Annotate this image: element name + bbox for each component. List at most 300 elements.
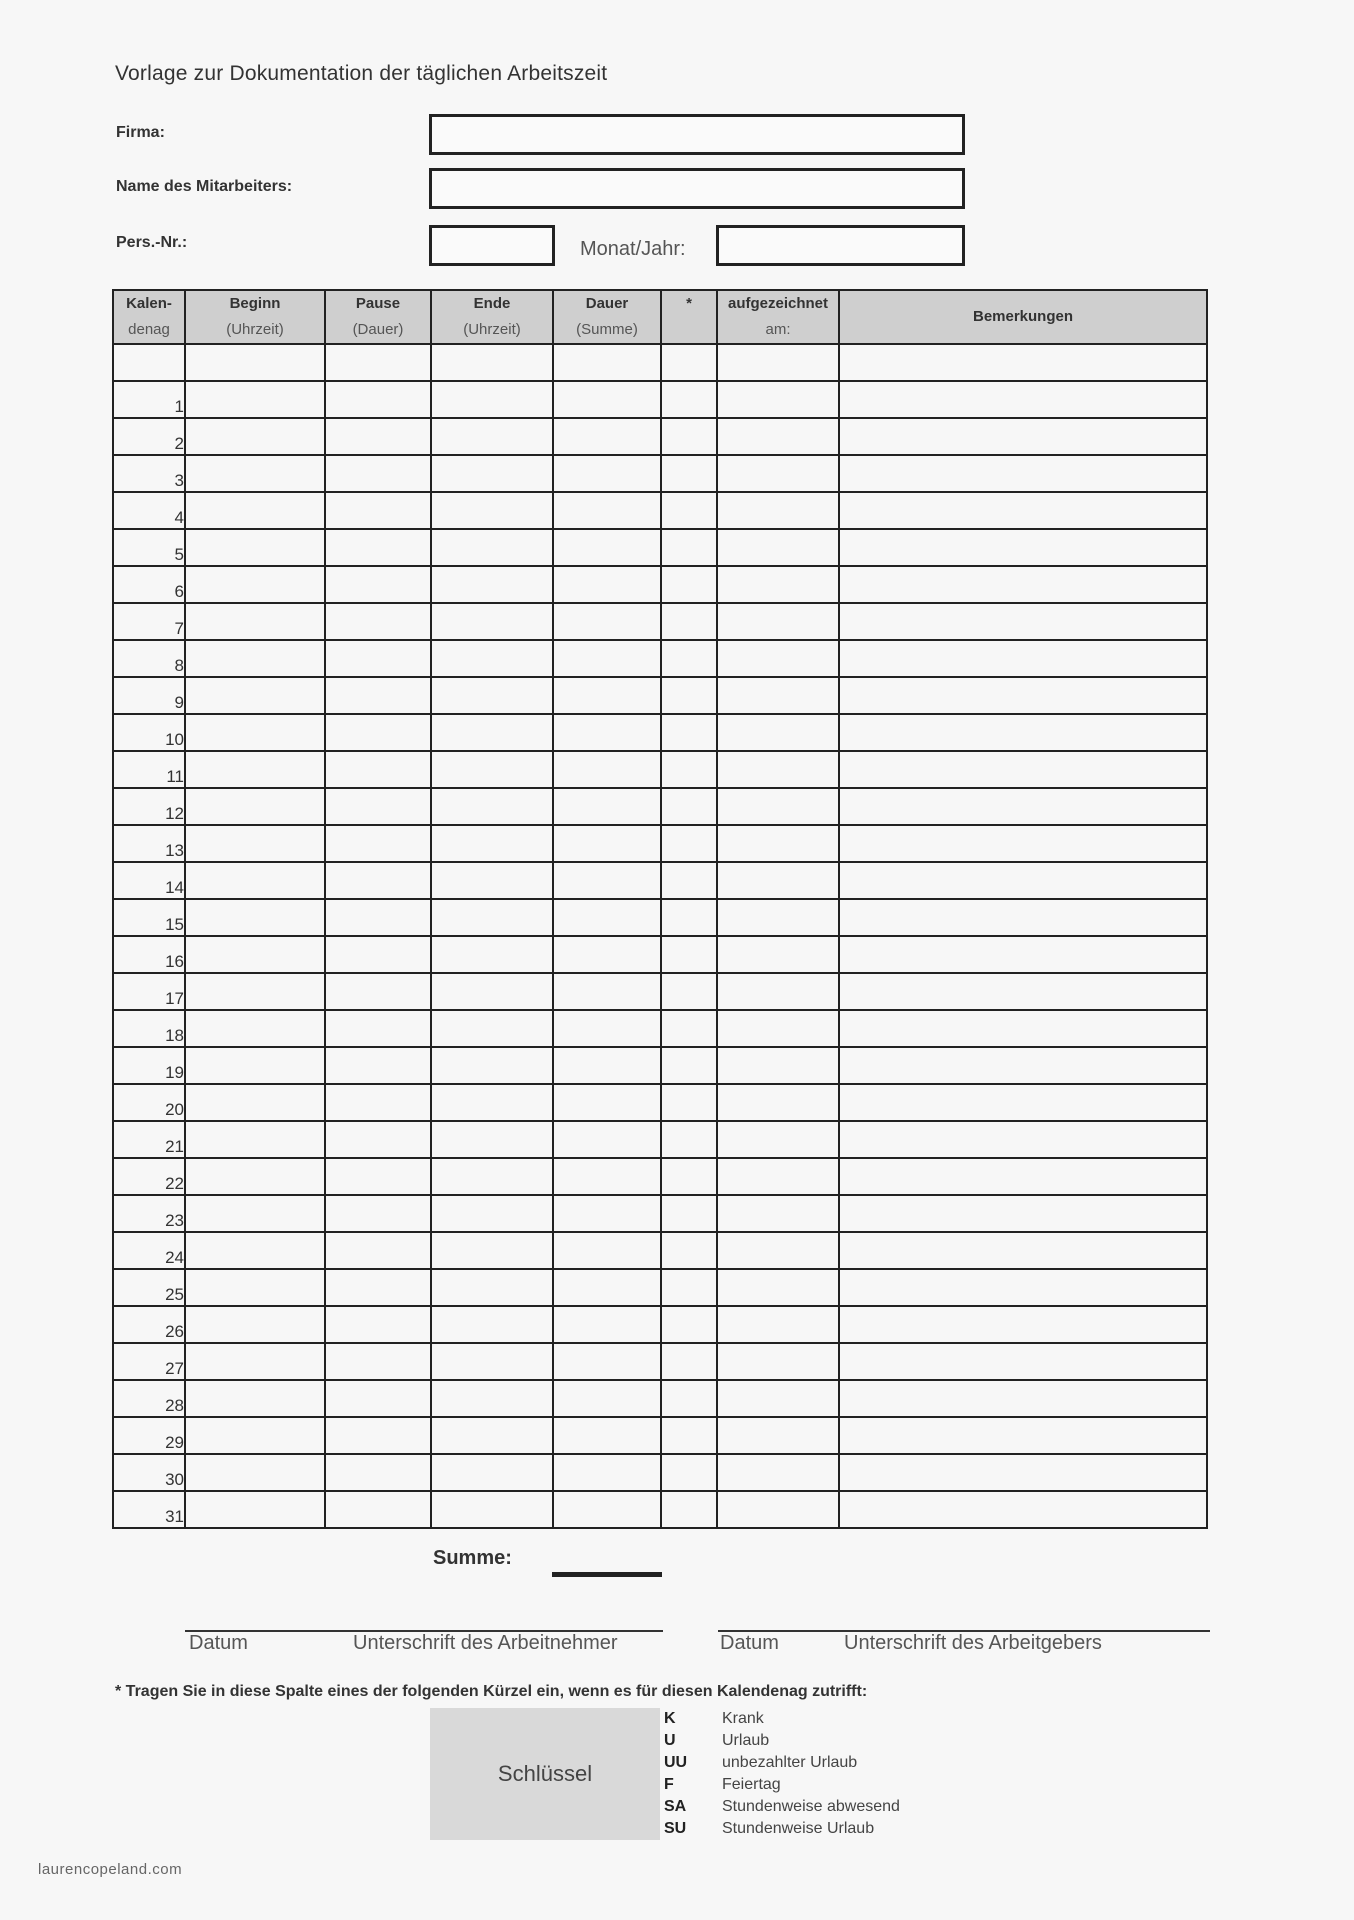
day-number: 9 (113, 677, 185, 714)
entry-cell[interactable] (661, 1232, 717, 1269)
entry-cell[interactable] (553, 1454, 661, 1491)
entry-cell[interactable] (325, 677, 431, 714)
entry-cell[interactable] (839, 1047, 1207, 1084)
entry-cell[interactable] (431, 751, 553, 788)
entry-cell[interactable] (717, 640, 839, 677)
entry-cell[interactable] (661, 344, 717, 381)
entry-cell[interactable] (431, 1084, 553, 1121)
entry-cell[interactable] (839, 1306, 1207, 1343)
entry-cell[interactable] (325, 1195, 431, 1232)
entry-cell[interactable] (553, 788, 661, 825)
entry-cell[interactable] (431, 825, 553, 862)
entry-cell[interactable] (661, 714, 717, 751)
entry-cell[interactable] (717, 566, 839, 603)
day-number: 28 (113, 1380, 185, 1417)
entry-cell[interactable] (325, 973, 431, 1010)
entry-cell[interactable] (431, 1380, 553, 1417)
entry-cell[interactable] (553, 566, 661, 603)
entry-cell[interactable] (839, 1417, 1207, 1454)
name-field[interactable] (429, 168, 965, 209)
entry-cell[interactable] (185, 566, 325, 603)
entry-cell[interactable] (431, 714, 553, 751)
entry-cell[interactable] (325, 825, 431, 862)
day-number: 7 (113, 603, 185, 640)
column-header-sub: (Dauer) (352, 321, 404, 338)
entry-cell[interactable] (661, 788, 717, 825)
entry-cell[interactable] (839, 492, 1207, 529)
entry-cell[interactable] (661, 1195, 717, 1232)
entry-cell[interactable] (185, 381, 325, 418)
entry-cell[interactable] (839, 714, 1207, 751)
entry-cell[interactable] (839, 566, 1207, 603)
entry-cell[interactable] (185, 1380, 325, 1417)
day-number: 30 (113, 1454, 185, 1491)
summe-line (552, 1572, 662, 1577)
entry-cell[interactable] (717, 1195, 839, 1232)
entry-cell[interactable] (325, 1306, 431, 1343)
entry-cell[interactable] (185, 973, 325, 1010)
column-header (839, 290, 1207, 344)
document-title: Vorlage zur Dokumentation der täglichen Arbeitszeit (115, 62, 608, 85)
day-number: 14 (113, 862, 185, 899)
entry-cell[interactable] (185, 1306, 325, 1343)
entry-cell[interactable] (553, 751, 661, 788)
entry-cell[interactable] (717, 825, 839, 862)
entry-cell[interactable] (839, 1269, 1207, 1306)
entry-cell[interactable] (431, 788, 553, 825)
entry-cell[interactable] (717, 418, 839, 455)
table-row (113, 1417, 1207, 1454)
entry-cell[interactable] (661, 825, 717, 862)
entry-cell[interactable] (431, 1121, 553, 1158)
entry-cell[interactable] (717, 1454, 839, 1491)
entry-cell[interactable] (839, 1010, 1207, 1047)
entry-cell[interactable] (717, 788, 839, 825)
day-number: 24 (113, 1232, 185, 1269)
entry-cell[interactable] (717, 1158, 839, 1195)
table-row (113, 492, 1207, 529)
entry-cell[interactable] (839, 603, 1207, 640)
entry-cell[interactable] (661, 418, 717, 455)
entry-cell[interactable] (431, 1343, 553, 1380)
entry-cell[interactable] (431, 640, 553, 677)
entry-cell[interactable] (553, 677, 661, 714)
entry-cell[interactable] (553, 1010, 661, 1047)
entry-cell[interactable] (185, 788, 325, 825)
entry-cell[interactable] (185, 1084, 325, 1121)
entry-cell[interactable] (717, 936, 839, 973)
day-number: 12 (113, 788, 185, 825)
entry-cell[interactable] (185, 677, 325, 714)
table-row (113, 1491, 1207, 1528)
entry-cell[interactable] (325, 899, 431, 936)
entry-cell[interactable] (325, 1343, 431, 1380)
firma-label: Firma: (116, 124, 165, 141)
entry-cell[interactable] (431, 1454, 553, 1491)
entry-cell[interactable] (839, 677, 1207, 714)
persnr-label: Pers.-Nr.: (116, 234, 188, 251)
entry-cell[interactable] (431, 677, 553, 714)
entry-cell[interactable] (553, 640, 661, 677)
table-row (113, 677, 1207, 714)
entry-cell[interactable] (325, 936, 431, 973)
entry-cell[interactable] (717, 899, 839, 936)
entry-cell[interactable] (553, 492, 661, 529)
entry-cell[interactable] (839, 751, 1207, 788)
entry-cell[interactable] (553, 1084, 661, 1121)
entry-cell[interactable] (431, 603, 553, 640)
entry-cell[interactable] (661, 603, 717, 640)
key-item (664, 1818, 900, 1840)
entry-cell[interactable] (717, 1417, 839, 1454)
entry-cell[interactable] (717, 1232, 839, 1269)
entry-cell[interactable] (717, 1343, 839, 1380)
entry-cell[interactable] (185, 899, 325, 936)
entry-cell[interactable] (325, 1454, 431, 1491)
entry-cell[interactable] (431, 344, 553, 381)
entry-cell[interactable] (553, 381, 661, 418)
entry-cell[interactable] (185, 825, 325, 862)
entry-cell[interactable] (431, 862, 553, 899)
key-code: K (664, 1710, 676, 1727)
entry-cell[interactable] (839, 529, 1207, 566)
table-row (113, 1380, 1207, 1417)
entry-cell[interactable] (431, 1417, 553, 1454)
table-row (113, 455, 1207, 492)
entry-cell[interactable] (717, 455, 839, 492)
entry-cell[interactable] (661, 973, 717, 1010)
entry-cell[interactable] (431, 455, 553, 492)
entry-cell[interactable] (431, 1269, 553, 1306)
entry-cell[interactable] (431, 1010, 553, 1047)
key-code: SA (664, 1798, 687, 1815)
entry-cell[interactable] (185, 751, 325, 788)
entry-cell[interactable] (661, 1454, 717, 1491)
entry-cell[interactable] (839, 1121, 1207, 1158)
table-row (113, 862, 1207, 899)
entry-cell[interactable] (325, 1380, 431, 1417)
entry-cell[interactable] (661, 1010, 717, 1047)
entry-cell[interactable] (839, 1195, 1207, 1232)
entry-cell[interactable] (661, 899, 717, 936)
entry-cell[interactable] (185, 1047, 325, 1084)
entry-cell[interactable] (553, 344, 661, 381)
entry-cell[interactable] (325, 1158, 431, 1195)
day-number: 25 (113, 1269, 185, 1306)
entry-cell[interactable] (185, 455, 325, 492)
entry-cell[interactable] (553, 418, 661, 455)
entry-cell[interactable] (325, 714, 431, 751)
key-title: Schlüssel (497, 1761, 593, 1786)
key-description: unbezahlter Urlaub (722, 1754, 858, 1771)
entry-cell[interactable] (325, 418, 431, 455)
entry-cell[interactable] (717, 492, 839, 529)
entry-cell[interactable] (431, 1491, 553, 1528)
column-header (661, 290, 717, 344)
entry-cell[interactable] (661, 1121, 717, 1158)
entry-cell[interactable] (661, 1047, 717, 1084)
entry-cell[interactable] (431, 1232, 553, 1269)
entry-cell[interactable] (185, 529, 325, 566)
entry-cell[interactable] (553, 1306, 661, 1343)
entry-cell[interactable] (325, 1269, 431, 1306)
day-number: 11 (113, 751, 185, 788)
entry-cell[interactable] (325, 529, 431, 566)
entry-cell[interactable] (661, 1491, 717, 1528)
day-number: 1 (113, 381, 185, 418)
entry-cell[interactable] (717, 1269, 839, 1306)
entry-cell[interactable] (325, 788, 431, 825)
entry-cell[interactable] (717, 1380, 839, 1417)
entry-cell[interactable] (553, 936, 661, 973)
entry-cell[interactable] (717, 344, 839, 381)
entry-cell[interactable] (661, 677, 717, 714)
entry-cell[interactable] (717, 862, 839, 899)
entry-cell[interactable] (431, 1306, 553, 1343)
entry-cell[interactable] (185, 344, 325, 381)
day-number: 22 (113, 1158, 185, 1195)
entry-cell[interactable] (839, 825, 1207, 862)
entry-cell[interactable] (325, 1232, 431, 1269)
column-header (431, 290, 553, 344)
entry-cell[interactable] (431, 566, 553, 603)
entry-cell[interactable] (839, 418, 1207, 455)
table-row (113, 1195, 1207, 1232)
entry-cell[interactable] (661, 1343, 717, 1380)
entry-cell[interactable] (717, 1306, 839, 1343)
entry-cell[interactable] (185, 714, 325, 751)
table-row (113, 566, 1207, 603)
entry-cell[interactable] (839, 1158, 1207, 1195)
entry-cell[interactable] (717, 973, 839, 1010)
entry-cell[interactable] (185, 1158, 325, 1195)
entry-cell[interactable] (839, 899, 1207, 936)
entry-cell[interactable] (717, 1010, 839, 1047)
entry-cell[interactable] (717, 677, 839, 714)
entry-cell[interactable] (839, 1232, 1207, 1269)
entry-cell[interactable] (839, 1084, 1207, 1121)
entry-cell[interactable] (839, 1343, 1207, 1380)
entry-cell[interactable] (185, 1232, 325, 1269)
entry-cell[interactable] (431, 1158, 553, 1195)
entry-cell[interactable] (185, 1010, 325, 1047)
entry-cell[interactable] (553, 1491, 661, 1528)
entry-cell[interactable] (661, 1158, 717, 1195)
entry-cell[interactable] (185, 640, 325, 677)
entry-cell[interactable] (661, 1380, 717, 1417)
key-item (664, 1774, 900, 1796)
key-description: Krank (722, 1710, 764, 1727)
entry-cell[interactable] (839, 640, 1207, 677)
entry-cell[interactable] (185, 936, 325, 973)
entry-cell[interactable] (661, 492, 717, 529)
entry-cell[interactable] (431, 899, 553, 936)
entry-cell[interactable] (185, 492, 325, 529)
entry-cell[interactable] (661, 566, 717, 603)
key-description: Feiertag (722, 1776, 781, 1793)
entry-cell[interactable] (185, 1269, 325, 1306)
key-description: Urlaub (722, 1732, 770, 1749)
key-item (664, 1796, 900, 1818)
entry-cell[interactable] (717, 381, 839, 418)
column-header (553, 290, 661, 344)
entry-cell[interactable] (325, 1047, 431, 1084)
table-row (113, 936, 1207, 973)
entry-cell[interactable] (431, 973, 553, 1010)
column-header-sub: denag (128, 321, 170, 338)
entry-cell[interactable] (717, 1491, 839, 1528)
entry-cell[interactable] (431, 529, 553, 566)
day-number: 17 (113, 973, 185, 1010)
entry-cell[interactable] (553, 862, 661, 899)
entry-cell[interactable] (717, 1084, 839, 1121)
column-header (185, 290, 325, 344)
table-row (113, 1232, 1207, 1269)
table-row (113, 1158, 1207, 1195)
entry-cell[interactable] (717, 1121, 839, 1158)
entry-cell[interactable] (839, 862, 1207, 899)
entry-cell[interactable] (325, 862, 431, 899)
entry-cell[interactable] (661, 455, 717, 492)
entry-cell[interactable] (553, 1269, 661, 1306)
day-number: 23 (113, 1195, 185, 1232)
entry-cell[interactable] (325, 1417, 431, 1454)
entry-cell[interactable] (185, 862, 325, 899)
entry-cell[interactable] (839, 344, 1207, 381)
table-row (113, 1121, 1207, 1158)
entry-cell[interactable] (553, 1343, 661, 1380)
entry-cell[interactable] (185, 418, 325, 455)
entry-cell[interactable] (661, 751, 717, 788)
footnote: * Tragen Sie in diese Spalte eines der folgenden Kürzel ein, wenn es für diesen Kalendenag zutrifft: (115, 1683, 868, 1700)
monat-label: Monat/Jahr: (580, 238, 686, 260)
entry-cell[interactable] (553, 1158, 661, 1195)
day-number: 21 (113, 1121, 185, 1158)
entry-cell[interactable] (553, 1121, 661, 1158)
entry-cell[interactable] (553, 825, 661, 862)
employee-signature-label: Unterschrift des Arbeitnehmer (353, 1632, 618, 1654)
entry-cell[interactable] (325, 1010, 431, 1047)
day-number: 4 (113, 492, 185, 529)
summe-label: Summe: (433, 1547, 512, 1569)
entry-cell[interactable] (839, 1380, 1207, 1417)
column-header (717, 290, 839, 344)
entry-cell[interactable] (717, 1047, 839, 1084)
entry-cell[interactable] (185, 1491, 325, 1528)
entry-cell[interactable] (717, 529, 839, 566)
entry-cell[interactable] (325, 751, 431, 788)
entry-cell[interactable] (661, 640, 717, 677)
entry-cell[interactable] (839, 1454, 1207, 1491)
table-row (113, 1084, 1207, 1121)
entry-cell[interactable] (553, 1047, 661, 1084)
day-number: 26 (113, 1306, 185, 1343)
column-header-main: * (686, 295, 692, 312)
entry-cell[interactable] (325, 344, 431, 381)
entry-cell[interactable] (185, 1454, 325, 1491)
entry-cell[interactable] (553, 899, 661, 936)
entry-cell[interactable] (839, 973, 1207, 1010)
entry-cell[interactable] (553, 973, 661, 1010)
entry-cell[interactable] (325, 1121, 431, 1158)
entry-cell[interactable] (185, 1343, 325, 1380)
day-number: 15 (113, 899, 185, 936)
entry-cell[interactable] (553, 1380, 661, 1417)
entry-cell[interactable] (185, 1195, 325, 1232)
monat-field[interactable] (716, 225, 965, 266)
entry-cell[interactable] (839, 455, 1207, 492)
firma-field[interactable] (429, 114, 965, 155)
table-row (113, 603, 1207, 640)
entry-cell[interactable] (839, 788, 1207, 825)
table-row (113, 1010, 1207, 1047)
entry-cell[interactable] (431, 381, 553, 418)
entry-cell[interactable] (325, 640, 431, 677)
entry-cell[interactable] (325, 603, 431, 640)
entry-cell[interactable] (661, 1417, 717, 1454)
entry-cell[interactable] (553, 1417, 661, 1454)
entry-cell[interactable] (325, 1491, 431, 1528)
column-header (325, 290, 431, 344)
table-row (113, 529, 1207, 566)
entry-cell[interactable] (661, 862, 717, 899)
entry-cell[interactable] (185, 603, 325, 640)
entry-cell[interactable] (839, 1491, 1207, 1528)
key-code: F (664, 1776, 674, 1793)
column-header-main: Dauer (585, 295, 629, 312)
entry-cell[interactable] (325, 1084, 431, 1121)
entry-cell[interactable] (325, 566, 431, 603)
entry-cell[interactable] (661, 1084, 717, 1121)
timesheet-table (112, 289, 1208, 1529)
entry-cell[interactable] (717, 714, 839, 751)
name-label: Name des Mitarbeiters: (116, 178, 293, 195)
entry-cell[interactable] (661, 1269, 717, 1306)
day-number: 18 (113, 1010, 185, 1047)
entry-cell[interactable] (325, 381, 431, 418)
entry-cell[interactable] (661, 529, 717, 566)
entry-cell[interactable] (553, 603, 661, 640)
entry-cell[interactable] (839, 381, 1207, 418)
entry-cell[interactable] (553, 714, 661, 751)
entry-cell[interactable] (717, 603, 839, 640)
entry-cell[interactable] (325, 455, 431, 492)
entry-cell[interactable] (717, 751, 839, 788)
entry-cell[interactable] (431, 492, 553, 529)
entry-cell[interactable] (431, 936, 553, 973)
entry-cell[interactable] (185, 1121, 325, 1158)
entry-cell[interactable] (661, 936, 717, 973)
entry-cell[interactable] (431, 418, 553, 455)
entry-cell[interactable] (839, 936, 1207, 973)
entry-cell[interactable] (553, 1195, 661, 1232)
entry-cell[interactable] (553, 529, 661, 566)
entry-cell[interactable] (553, 1232, 661, 1269)
entry-cell[interactable] (431, 1047, 553, 1084)
entry-cell[interactable] (661, 1306, 717, 1343)
key-code: U (664, 1732, 676, 1749)
day-number: 27 (113, 1343, 185, 1380)
entry-cell[interactable] (431, 1195, 553, 1232)
entry-cell[interactable] (553, 455, 661, 492)
persnr-field[interactable] (429, 225, 555, 266)
key-code: SU (664, 1820, 687, 1837)
column-header-main: aufgezeichnet (727, 295, 829, 312)
entry-cell[interactable] (661, 381, 717, 418)
entry-cell[interactable] (185, 1417, 325, 1454)
blank-row (113, 344, 1207, 381)
entry-cell[interactable] (325, 492, 431, 529)
